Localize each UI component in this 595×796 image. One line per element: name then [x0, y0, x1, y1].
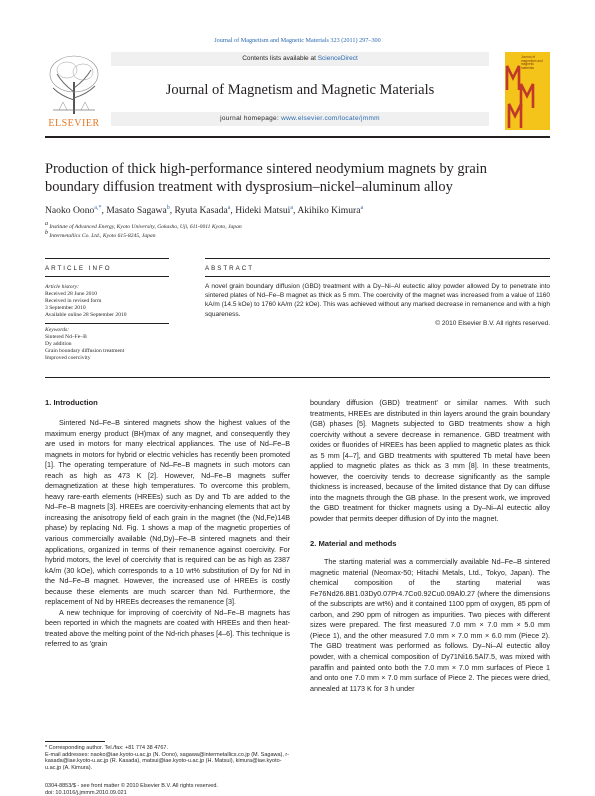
article-info-heading: ARTICLE INFO — [45, 265, 112, 272]
info-sub-rule — [45, 276, 169, 277]
history-item: Received in revised form — [45, 298, 102, 305]
author-name[interactable]: Hideki Matsui — [235, 205, 291, 216]
footnote-rule — [45, 741, 105, 742]
history-item: 3 September 2010 — [45, 305, 86, 312]
contents-prefix: Contents lists available at — [242, 55, 318, 62]
affiliation-mark: b — [45, 230, 48, 237]
keyword: Sintered Nd–Fe–B — [45, 334, 87, 341]
elsevier-tree-icon — [45, 52, 103, 116]
right-column — [310, 398, 550, 694]
author-list: Naoko Oono$^{a,*}$, Masato Sagawa$^b$, Ryuta Kasada$^a$, Hideki Matsui$^a$, Akihiko Kimura$^a$ — [45, 204, 364, 216]
article-info — [45, 284, 169, 363]
journal-reference[interactable]: Journal of Magnetism and Magnetic Materials 323 (2011) 297–300 — [214, 37, 381, 44]
intro-paragraph-1: Sintered Nd–Fe–B sintered magnets show the highest values of the maximum energy product (BH)max of any magnet, and consequently they are used in motors for many electrical appliances. The use of Nd–Fe–B magnets in motors for hybrid or electric vehicles has recently been promoted [1]. The operating temperature of Nd–Fe–B magnets in such motors can reach as high as 473 K [2]. However, Nd–Fe–B magnets suffer demagnetization at these high temperatures. To overcome this problem, heavy rare-earth elements (HREEs) such as Dy and Tb are added to the Nd–Fe–B magnets [3]. HREEs are coercivity-enhancing elements that act by increasing the anisotropy field of each grain in the magnet (the (Nd,Fe)14B phase) by replacing Nd. Fig. 1 shows a map of the magnetic properties of various commercially available (Nd,Dy)–Fe–B sintered magnets and their applications, organized in terms of their remanence against coercivity. For hybrid motors, the level of coercivity that is required can be as high as 2387 kA/m (30 kOe), which corresponds to a 10 wt% substitution of Dy for Nd in the Nd–Fe–B magnet. However, the increased use of HREEs is costly because these elements are much scarcer than Nd. Furthermore, the replacement of Nd by HREEs decreases the remanence [3]. — [45, 418, 290, 607]
cover-text: Journal of magnetism and magnetic materials — [521, 55, 543, 70]
affiliation-mark: a — [45, 221, 48, 228]
author-affiliation-mark[interactable]: b — [166, 204, 170, 211]
elsevier-logo[interactable] — [45, 52, 103, 132]
history-item: Available online 28 September 2010 — [45, 312, 127, 319]
article-meta — [45, 783, 290, 796]
journal-cover-thumbnail[interactable] — [505, 52, 550, 130]
title-line-2: boundary diffusion treatment with dysprosium–nickel–aluminum alloy — [45, 179, 453, 195]
affiliation-a — [45, 221, 550, 231]
section-heading-introduction: 1. Introduction — [45, 398, 98, 407]
author-name[interactable]: Akihiko Kimura — [297, 205, 361, 216]
abstract-top-rule — [205, 258, 550, 259]
affiliation-text: Institute of Advanced Energy, Kyoto University, Gokasho, Uji, 611-0011 Kyoto, Japan — [49, 224, 242, 230]
journal-masthead — [45, 52, 550, 134]
homepage-bar — [111, 112, 489, 126]
right-paragraph-1: boundary diffusion (GBD) treatment' or similar names. With such treatments, HREEs are distributed in thin layers around the grain boundary (GB) phases [5]. Magnets subjected to GBD treatments show a high coercivity without a severe decrease in remanence. GBD treatment with oxides or fluorides of HREEs has been applied to magnetic plates as thick as 5 mm [4–7], and GBD treatments with sputtered Tb metal have been applied to magnetic plates as thick as 3 mm [8]. In these treatments, however, the coercivity tends to decrease significantly as the sample thickness is increased, because of the limited distance that Dy can diffuse into the magnets through the GB phase. In the present work, we improved the GBD treatment for thicker magnets using a Dy–Ni–Al eutectic alloy powder that permits deeper diffusion of Dy into the magnet. — [310, 398, 550, 524]
author-name[interactable]: Masato Sagawa — [106, 205, 167, 216]
header-rule — [45, 136, 550, 138]
footnote — [45, 745, 290, 771]
contents-bar — [111, 52, 489, 66]
author-affiliation-mark[interactable]: a — [360, 204, 364, 211]
intro-paragraph-2: A new technique for improving of coercivity of Nd–Fe–B magnets has been reported in which the magnets are coated with HREEs and then heat-treated above the melting point of the Nd-rich phases [4–6]. This technique is referred to as 'grain — [45, 607, 290, 649]
doi-line[interactable]: doi: 10.1016/j.jmmm.2010.09.021 — [45, 789, 127, 796]
info-top-rule — [45, 258, 169, 259]
history-item: Received 28 June 2010 — [45, 291, 98, 298]
corresponding-author: * Corresponding author. Tel./fax: +81 774 38 4767. — [45, 745, 168, 751]
section-heading-methods: 2. Material and methods — [310, 538, 397, 548]
abstract-sub-rule — [205, 276, 550, 277]
email-addresses[interactable]: E-mail addresses: naoko@iae.kyoto-u.ac.jp (N. Oono), sagawa@intermetallics.co.jp (M. Sagawa), r-kasada@iae.kyoto-u.ac.jp (R. Kasada), matsui@iae.kyoto-u.ac.jp (H. Matsui), kimura@iae.kyoto-u.ac.jp (A. Kimura). — [45, 751, 290, 771]
author-name[interactable]: Naoko Oono — [45, 205, 95, 216]
abstract-copyright: © 2010 Elsevier B.V. All rights reserved. — [435, 320, 550, 327]
journal-banner — [111, 52, 489, 130]
sciencedirect-link[interactable]: ScienceDirect — [317, 55, 358, 62]
body-top-rule — [45, 377, 550, 378]
abstract-text: A novel grain boundary diffusion (GBD) treatment with a Dy–Ni–Al eutectic alloy powder allowed Dy to penetrate into sintered plates of Nd–Fe–B magnet as thick as 5 mm. The coercivity of the magnet was increased from a value of 1160 kA/m (14.5 kOe) to 1760 kA/m (22 kOe). This was achieved without any marked decrease in remanence and with a high squareness. — [205, 283, 550, 318]
homepage-prefix: journal homepage: — [220, 115, 282, 122]
keywords-label: Keywords: — [45, 327, 70, 334]
affiliation-b — [45, 230, 550, 240]
keyword: Grain boundary diffusion treatment — [45, 348, 125, 355]
affiliation-text: Intermetallics Co. Ltd., Kyoto 615-8245, Japan — [49, 233, 156, 239]
homepage-link[interactable]: www.elsevier.com/locate/jmmm — [281, 115, 380, 122]
author-affiliation-mark[interactable]: a — [227, 204, 231, 211]
title-line-1: Production of thick high-performance sintered neodymium magnets by grain — [45, 161, 487, 177]
publisher-name: ELSEVIER — [48, 118, 100, 129]
author-name[interactable]: Ryuta Kasada — [174, 205, 228, 216]
history-label: Article history: — [45, 284, 80, 290]
abstract-heading: ABSTRACT — [205, 265, 255, 272]
keywords-rule — [45, 323, 169, 324]
left-column — [45, 418, 290, 650]
author-affiliation-mark[interactable]: a,* — [94, 204, 102, 211]
journal-title: Journal of Magnetism and Magnetic Materials — [165, 82, 435, 98]
article-title — [45, 160, 550, 196]
keyword: Improved coercivity — [45, 355, 91, 362]
methods-paragraph: The starting material was a commercially available Nd–Fe–B sintered magnetic material (Neomax-50; Hitachi Metals, Ltd., Tokyo, Japan). The chemical composition of the starting material was Fe76Nd26.8B1.03Dy0.07Pr4.7Co0.92Cu0.09Al0.27 (where the dimensions of the subscripts are wt%) and it contained 1100 ppm of oxygen, 85 ppm of carbon, and 290 ppm of nitrogen as impurities. Two pieces with different sizes were prepared. The first measured 7.0 mm × 7.0 mm × 5.0 mm (Piece 1), and the other measured 7.0 mm × 7.0 mm × 6.0 mm (Piece 2). The GBD treatment was performed as follows. Dy–Ni–Al eutectic alloy powder, with a chemical composition of Dy71Ni16.5Al7.5, was mixed with paraffin and painted onto both the 7.0 mm × 7.0 mm surfaces of Piece 1 and onto one 7.0 mm × 7.0 mm surface of Piece 2. The pieces were dried, annealed at 1173 K for 3 h under — [310, 557, 550, 693]
keyword: Dy addition — [45, 341, 72, 348]
author-affiliation-mark[interactable]: a — [290, 204, 294, 211]
issn-line: 0304-8853/$ - see front matter © 2010 Elsevier B.V. All rights reserved. — [45, 783, 218, 789]
